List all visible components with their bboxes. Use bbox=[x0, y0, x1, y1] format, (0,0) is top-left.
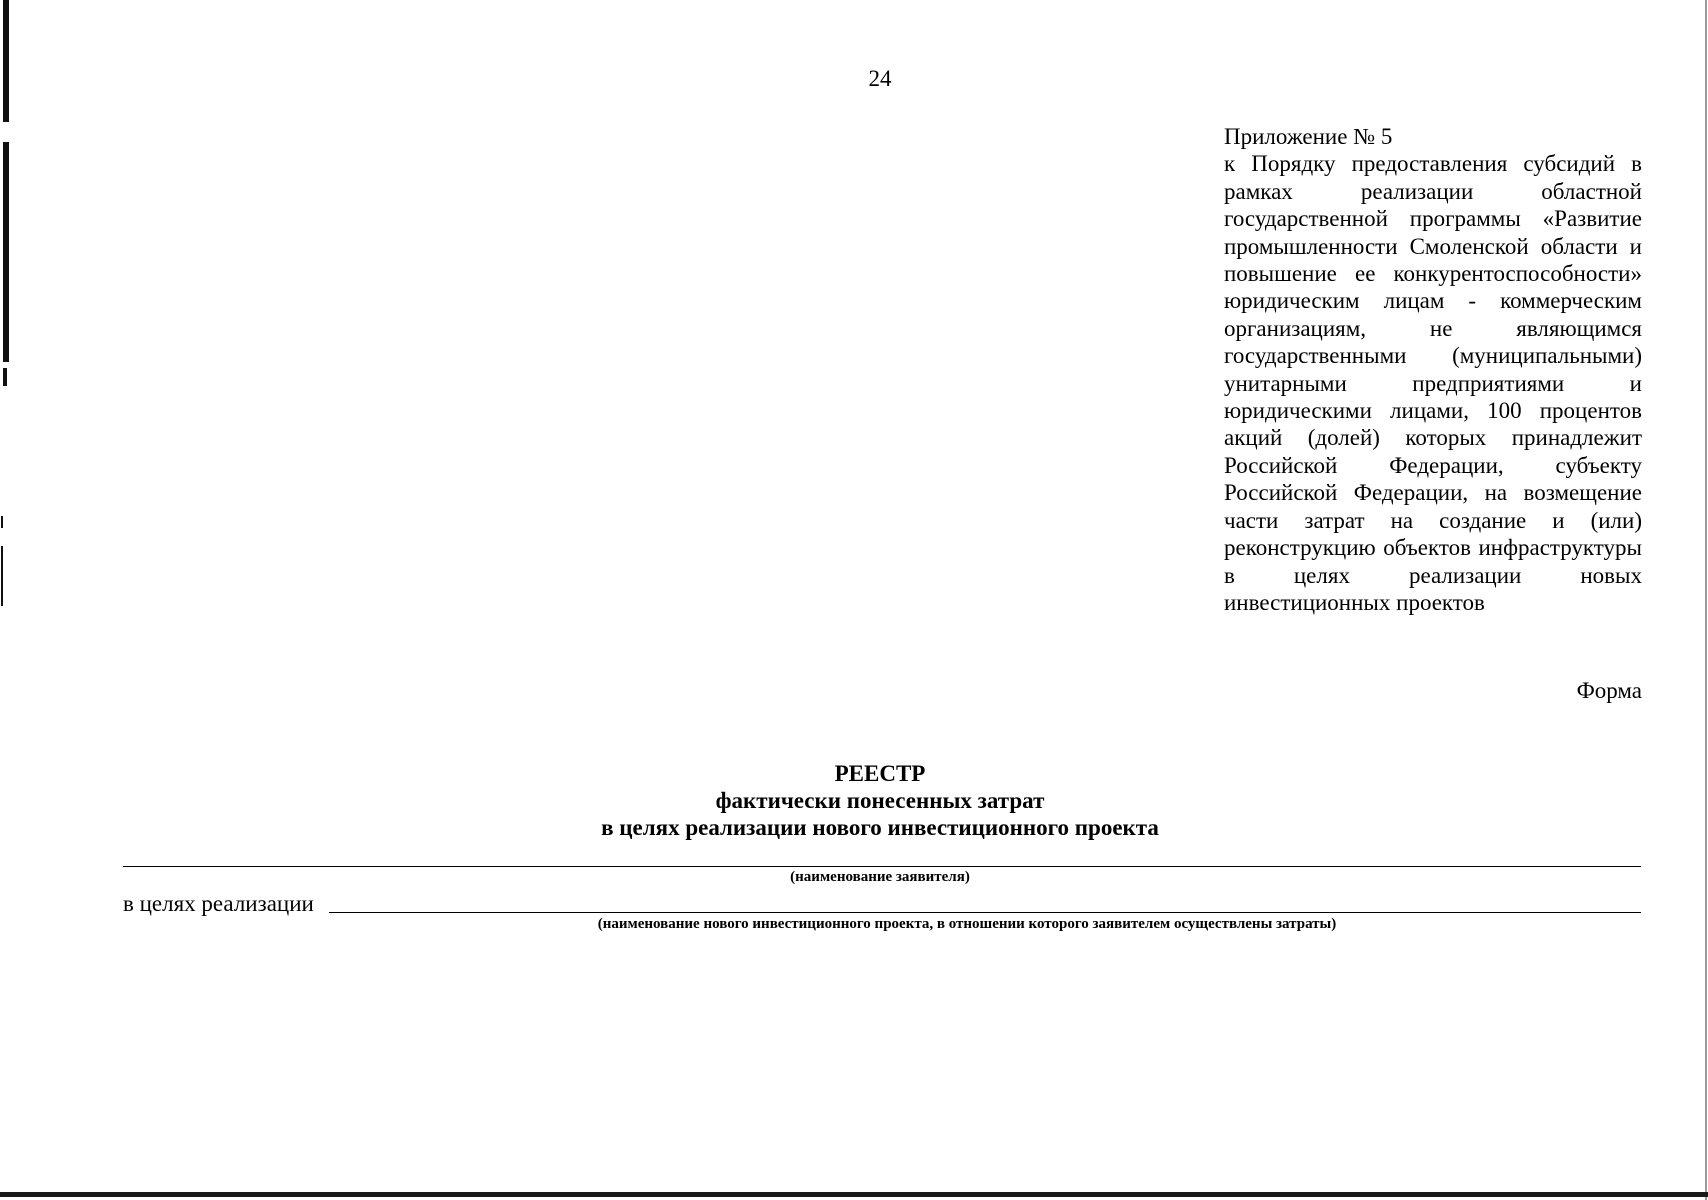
appendix-body: к Порядку предоставления субсидий в рамках реализации областной государственной программы «Развитие промышленности Смоленской области и повышение ее конкурентоспособности» юридическим лицам - коммерческим организациям, не являющимся государственными (муниципальными) унитарными предприятиями и юридическими лицами, 100 процентов акций (долей) которых принадлежит Российской Федерации, субъекту Российской Федерации, на возмещение части затрат на создание и (или) реконструкцию объектов инфраструктуры в целях реализации новых инвестиционных проектов bbox=[1224, 151, 1642, 615]
appendix-title: Приложение № 5 bbox=[1224, 124, 1393, 149]
register-title-line-1: РЕЕСТР bbox=[834, 761, 926, 786]
project-name-line bbox=[329, 912, 1641, 913]
scan-edge-mark bbox=[1705, 0, 1707, 1200]
scan-edge-mark bbox=[1, 546, 3, 606]
scan-edge-mark bbox=[0, 1192, 1708, 1197]
purpose-label: в целях реализации bbox=[123, 891, 314, 916]
register-title-line-2: фактически понесенных затрат bbox=[715, 788, 1045, 813]
project-caption: (наименование нового инвестиционного проекта, в отношении которого заявителем осуществлены затраты) bbox=[597, 916, 1337, 932]
scan-edge-mark bbox=[1, 516, 3, 528]
applicant-name-line bbox=[123, 866, 1641, 867]
scan-edge-mark bbox=[3, 142, 9, 362]
page-number: 24 bbox=[868, 66, 892, 91]
register-title bbox=[0, 760, 1708, 841]
scan-edge-mark bbox=[3, 368, 7, 386]
applicant-caption: (наименование заявителя) bbox=[790, 869, 970, 885]
register-title-line-3: в целях реализации нового инвестиционного проекта bbox=[601, 815, 1159, 840]
appendix-block bbox=[1224, 123, 1642, 616]
form-label: Форма bbox=[1576, 678, 1642, 703]
scan-edge-mark bbox=[3, 0, 9, 122]
